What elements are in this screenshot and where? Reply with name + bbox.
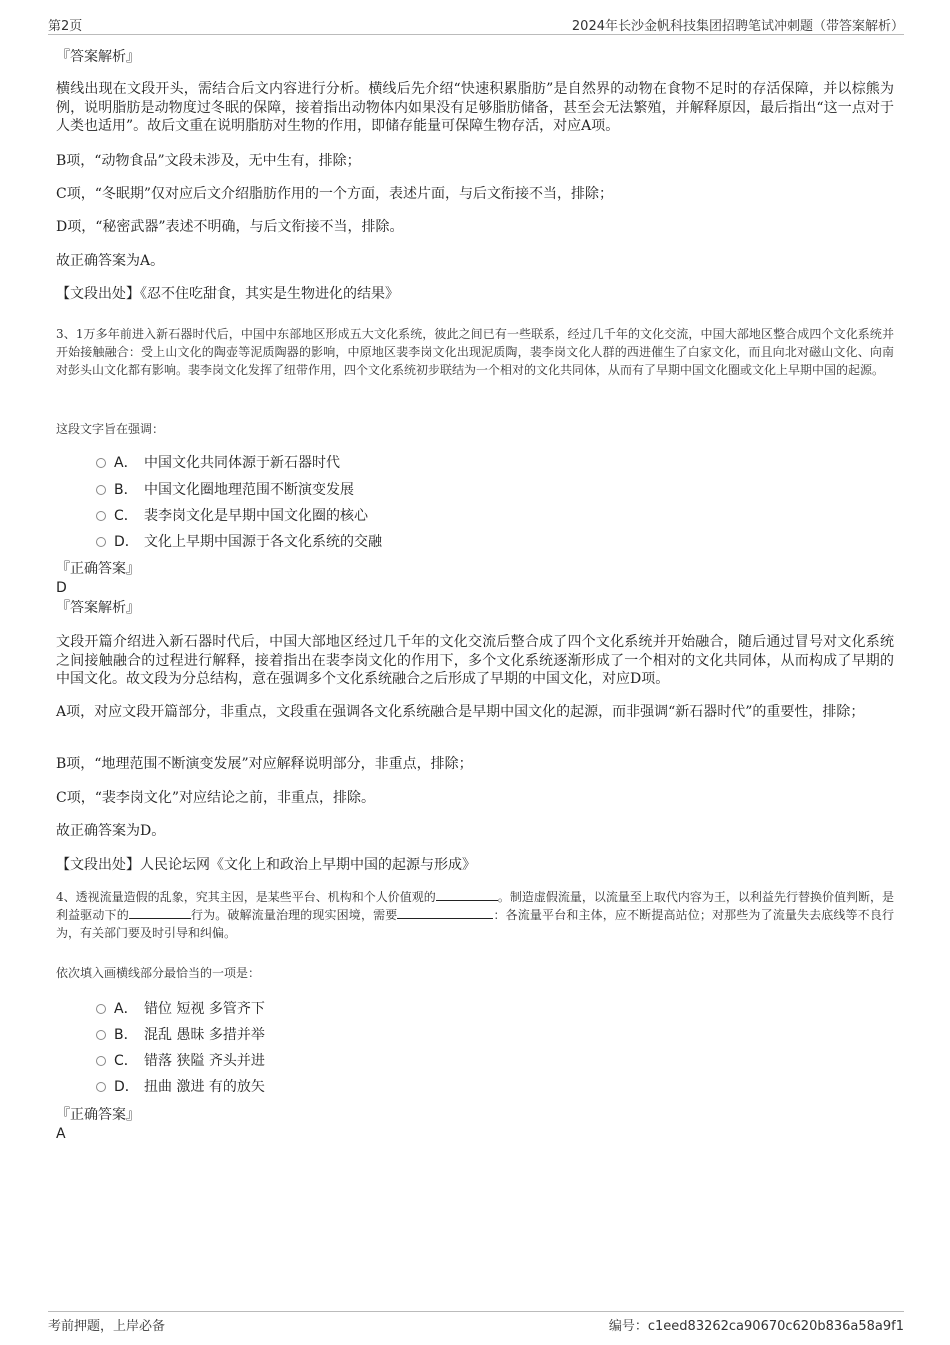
page-header	[48, 14, 904, 35]
radio-icon[interactable]	[96, 537, 106, 547]
q2-analysis-p5: 故正确答案为A。	[56, 253, 165, 269]
blank-1	[436, 889, 498, 901]
q3-analysis-p5: 故正确答案为D。	[56, 823, 166, 839]
q2-analysis-p2: B项，“动物食品”文段未涉及，无中生有，排除；	[56, 153, 361, 169]
q3-option-c[interactable]: C． 裴李岗文化是早期中国文化圈的核心	[96, 507, 368, 525]
q4-stem: 4、透视流量造假的乱象，究其主因，是某些平台、机构和个人价值观的 。制造虚假流量，以流量至上取代内容为王，以利益先行替换价值判断，是利益驱动下的 行为。破解流量治理的现实困境，需要 ：各流量平台和主体，应不断提高站位；对那些为了流量失去底线等不良行为，有关部门要及时引导和纠偏。	[56, 890, 894, 940]
q3-analysis-p4: C项，“裴李岗文化”对应结论之前，非重点，排除。	[56, 790, 376, 806]
q3-analysis-p1: 文段开篇介绍进入新石器时代后，中国大部地区经过几千年的文化交流后整合成了四个文化系统并开始融合，随后通过冒号对文化系统之间接触融合的过程进行解释，接着指出在裴李岗文化的作用下，多个文化系统逐渐形成了一个相对的文化共同体，从而构成了早期的中国文化。故文段为分总结构，意在强调多个文化系统融合之后形成了早期的中国文化，对应D项。	[56, 634, 894, 687]
q3-source: 【文段出处】人民论坛网《文化上和政治上早期中国的起源与形成》	[56, 857, 476, 873]
radio-icon[interactable]	[96, 1004, 106, 1014]
footer-slogan: 考前押题，上岸必备	[48, 1319, 166, 1334]
radio-icon[interactable]	[96, 1030, 106, 1040]
q3-analysis-p2: A项，对应文段开篇部分，非重点，文段重在强调各文化系统融合是早期中国文化的起源，而非强调“新石器时代”的重要性，排除；	[56, 704, 865, 720]
page-number: 第2页	[48, 19, 83, 34]
q4-option-d[interactable]: D． 扭曲 激进 有的放矢	[96, 1078, 265, 1096]
q3-option-d[interactable]: D． 文化上早期中国源于各文化系统的交融	[96, 533, 382, 551]
q4-option-c[interactable]: C． 错落 狭隘 齐头并进	[96, 1052, 265, 1070]
radio-icon[interactable]	[96, 458, 106, 468]
q2-source: 【文段出处】《忍不住吃甜食，其实是生物进化的结果》	[56, 286, 399, 302]
radio-icon[interactable]	[96, 1056, 106, 1066]
q3-option-a[interactable]: A． 中国文化共同体源于新石器时代	[96, 454, 340, 472]
radio-icon[interactable]	[96, 511, 106, 521]
q2-analysis-p3: C项，“冬眠期”仅对应后文介绍脂肪作用的一个方面，表述片面，与后文衔接不当，排除；	[56, 186, 614, 202]
q4-option-b[interactable]: B． 混乱 愚昧 多措并举	[96, 1026, 265, 1044]
q3-stem: 3、1万多年前进入新石器时代后，中国中东部地区形成五大文化系统，彼此之间已有一些联系，经过几千年的文化交流，中国大部地区整合成四个文化系统并开始接触融合：受上山文化的陶壶等泥质陶器的影响，中原地区裴李岗文化出现泥质陶，裴李岗文化人群的西进催生了白家文化，而且向北对磁山文化、向南对彭头山文化都有影响。裴李岗文化发挥了纽带作用，四个文化系统初步联结为一个相对的文化共同体，从而有了早期中国文化圈或文化上早期中国的起源。	[56, 327, 894, 377]
q3-correct-label: 『正确答案』	[56, 561, 140, 577]
q2-analysis-p1: 横线出现在文段开头，需结合后文内容进行分析。横线后先介绍“快速积累脂肪”是自然界的动物在食物不足时的存活保障，并以棕熊为例，说明脂肪是动物度过冬眠的保障，接着指出动物体内如果没有足够脂肪储备，甚至会无法繁殖，并解释原因，最后指出“这一点对于人类也适用”。故后文重在说明脂肪对生物的作用，即储存能量可保障生物存活，对应A项。	[56, 81, 894, 134]
document-id: 编号：c1eed83262ca90670c620b836a58a9f1	[608, 1319, 904, 1334]
q4-correct-answer: A	[56, 1126, 66, 1142]
q3-correct-answer: D	[56, 580, 67, 596]
document-title: 2024年长沙金帆科技集团招聘笔试冲刺题（带答案解析）	[571, 19, 904, 34]
page-footer	[48, 1311, 904, 1332]
blank-3	[397, 907, 493, 919]
radio-icon[interactable]	[96, 1082, 106, 1092]
q2-analysis-p4: D项，“秘密武器”表述不明确，与后文衔接不当，排除。	[56, 219, 404, 235]
radio-icon[interactable]	[96, 485, 106, 495]
q2-analysis-label: 『答案解析』	[56, 49, 140, 65]
q3-analysis-label: 『答案解析』	[56, 600, 140, 616]
q3-option-b[interactable]: B． 中国文化圈地理范围不断演变发展	[96, 481, 354, 499]
q4-question: 依次填入画横线部分最恰当的一项是：	[56, 966, 261, 980]
q3-question: 这段文字旨在强调：	[56, 422, 165, 436]
q4-correct-label: 『正确答案』	[56, 1107, 140, 1123]
q4-option-a[interactable]: A． 错位 短视 多管齐下	[96, 1000, 265, 1018]
blank-2	[129, 907, 191, 919]
q3-analysis-p3: B项，“地理范围不断演变发展”对应解释说明部分，非重点，排除；	[56, 756, 473, 772]
